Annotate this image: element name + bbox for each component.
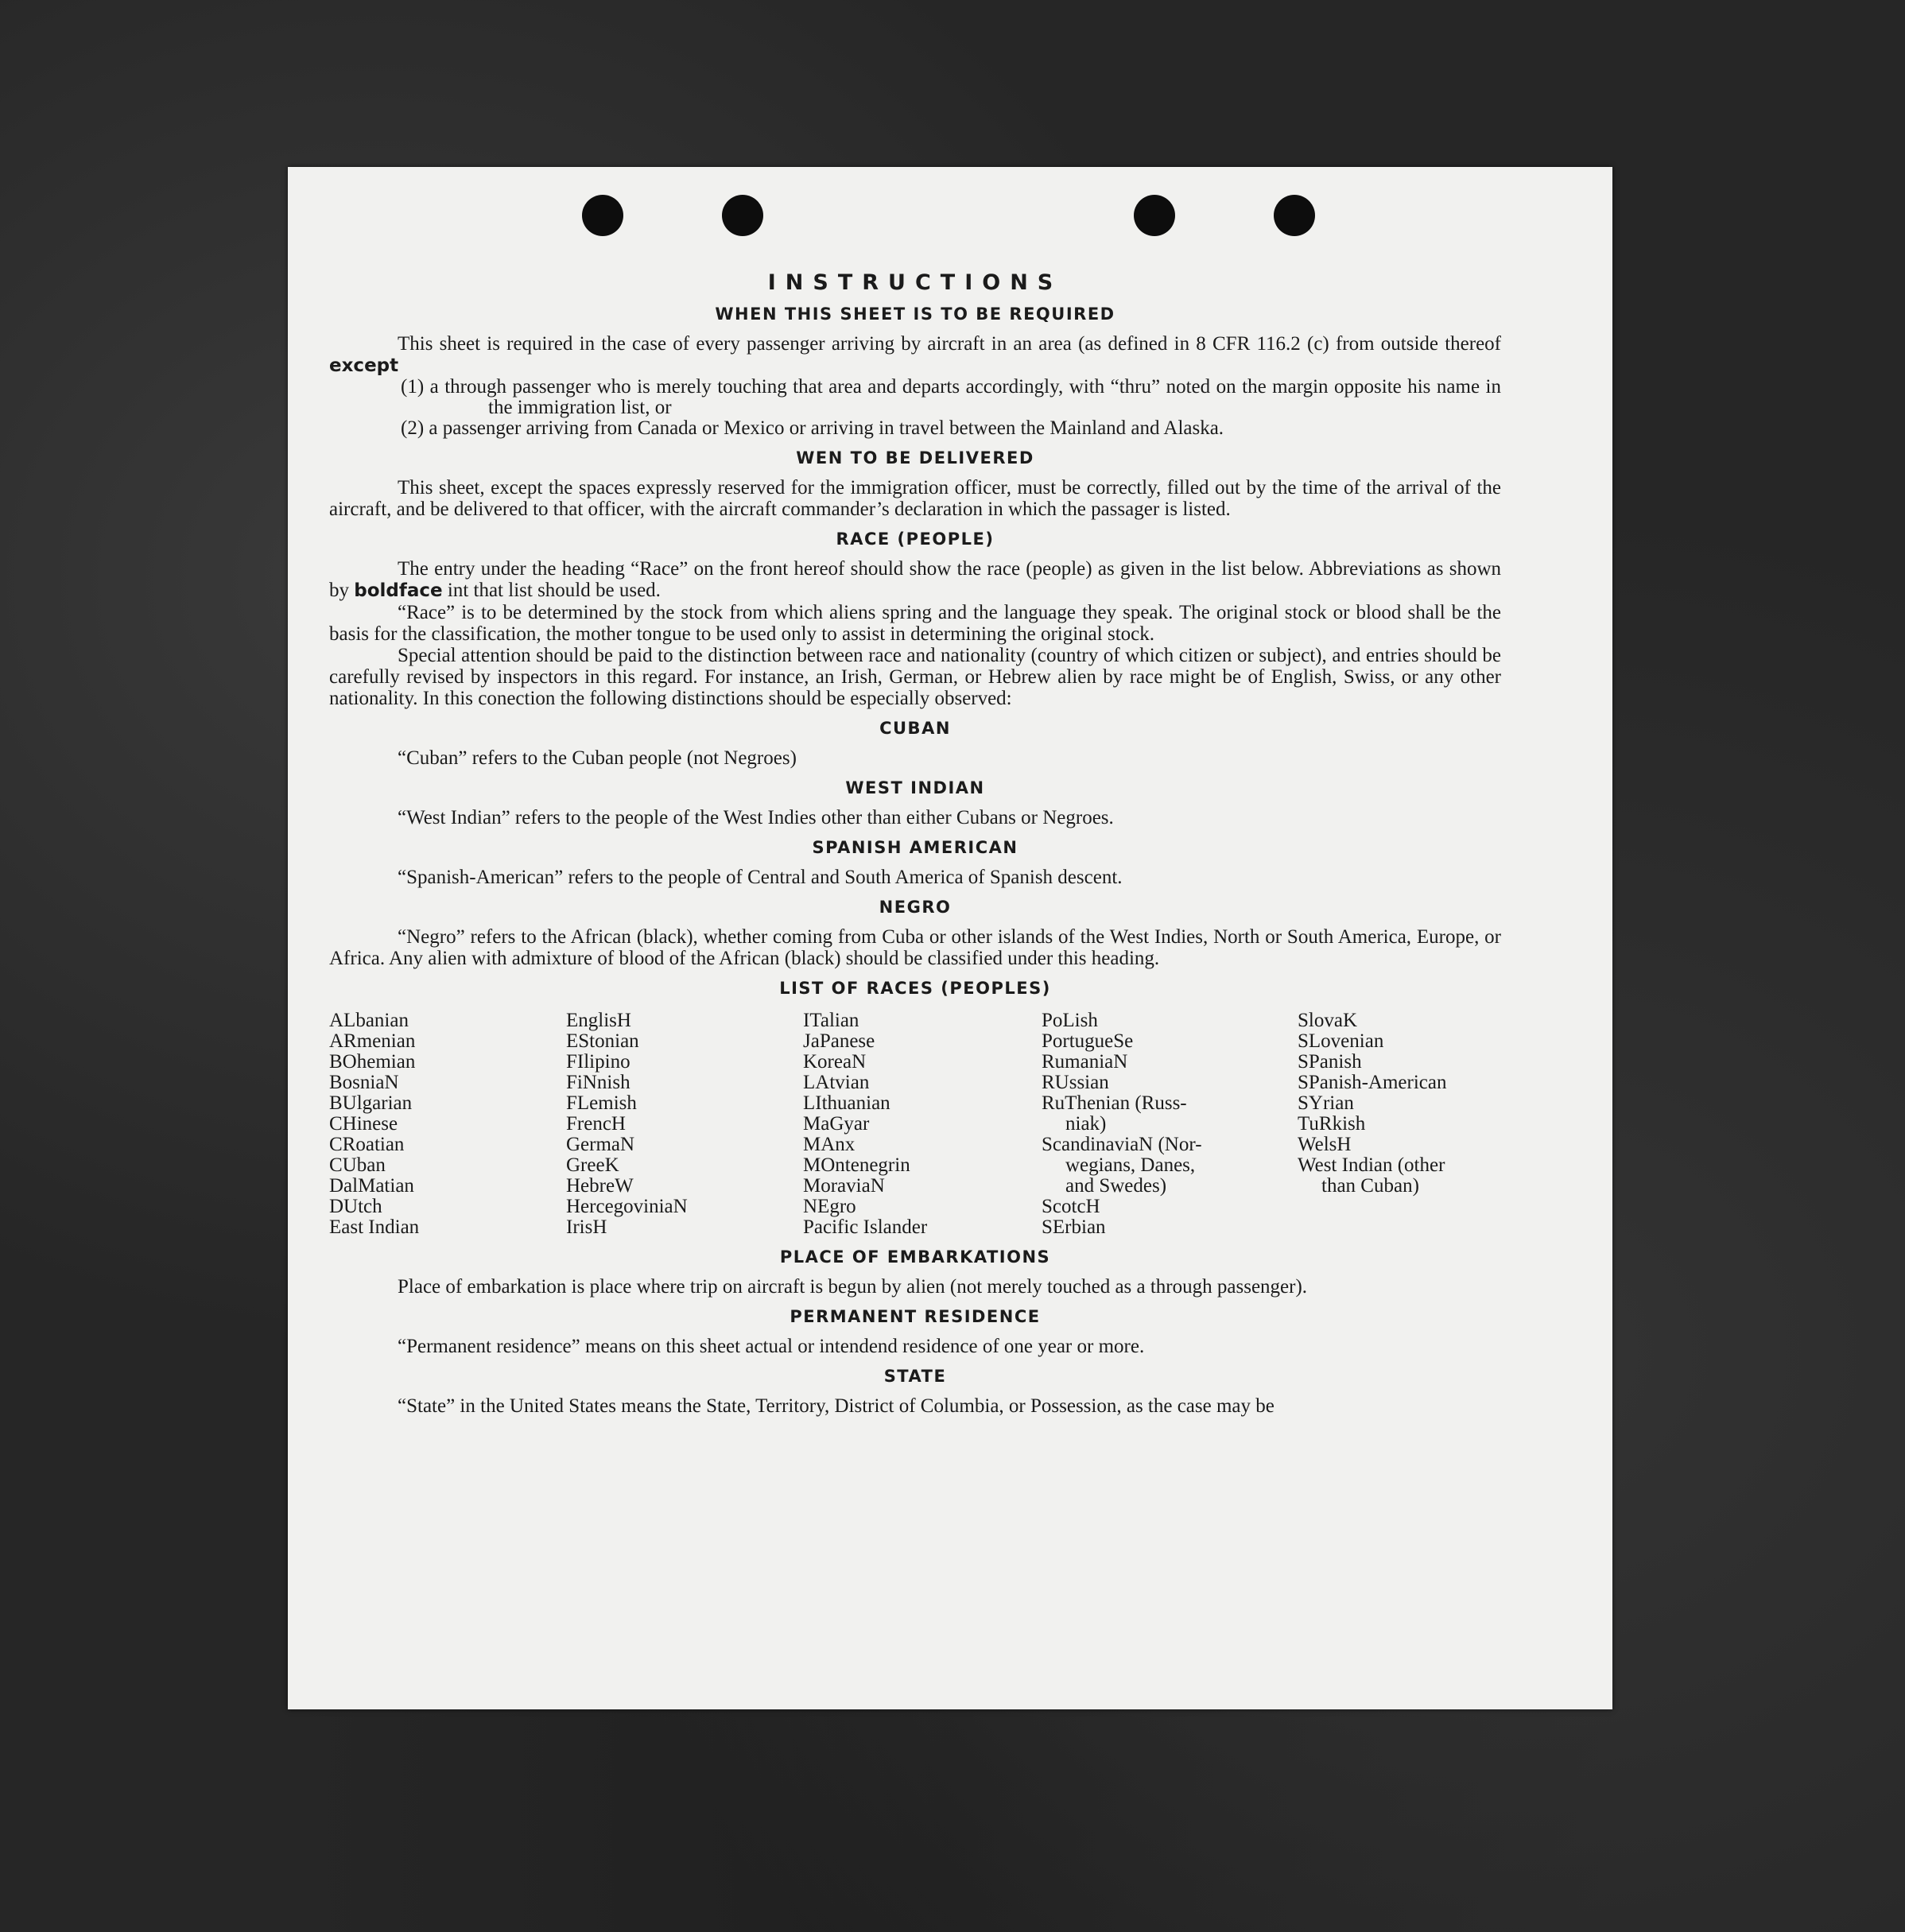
race-entry: and Swedes)	[1065, 1175, 1167, 1197]
race-entry: ScandinaviaN (Nor-	[1042, 1134, 1202, 1155]
race-entry: ARmenian	[329, 1030, 416, 1052]
race-entry: CRoatian	[329, 1134, 405, 1155]
race-entry: SPanish-American	[1298, 1072, 1447, 1093]
race-entry: CHinese	[329, 1113, 398, 1135]
race-entry: SYrian	[1298, 1092, 1354, 1114]
list-item-2: (2) a passenger arriving from Canada or Mexico or arriving in travel between the Mainland and Alaska.	[401, 417, 1224, 439]
race-entry: FIlipino	[566, 1051, 630, 1073]
race-entry: SLovenian	[1298, 1030, 1384, 1052]
paragraph-when-delivered: This sheet, except the spaces expressly reserved for the immigration officer, must be correctly, filled out by the time of the arrival of the aircraft, and be delivered to that officer, with the aircraft commander’s declaration in which the passager is listed.	[329, 477, 1501, 520]
race-entry: KoreaN	[803, 1051, 867, 1073]
race-entry: RuThenian (Russ-	[1042, 1092, 1187, 1114]
race-entry: MaGyar	[803, 1113, 870, 1135]
heading-residence: PERMANENT RESIDENCE	[790, 1307, 1041, 1326]
paragraph-negro: “Negro” refers to the African (black), whether coming from Cuba or other islands of the West Indies, North or South America, Europe, or Africa. Any alien with admixture of blood of the African (black) should be classified under this heading.	[329, 926, 1501, 969]
paragraph-embarkation: Place of embarkation is place where trip on aircraft is begun by alien (not merely touched as a through passenger).	[398, 1276, 1308, 1298]
paragraph-west-indian: “West Indian” refers to the people of the West Indies other than either Cubans or Negroes.	[398, 807, 1114, 828]
race-entry: HebreW	[566, 1175, 634, 1197]
heading-cuban: CUBAN	[879, 719, 951, 738]
race-entry: MAnx	[803, 1134, 856, 1155]
paragraph-race-2: “Race” is to be determined by the stock from which aliens spring and the language they speak. The original stock or blood shall be the basis for the classification, the mother tongue to be used only to assist in determining the original stock.	[329, 602, 1501, 645]
race-entry: BosniaN	[329, 1072, 399, 1093]
race-entry: ITalian	[803, 1010, 859, 1031]
paragraph-spanish-american: “Spanish-American” refers to the people of Central and South America of Spanish descent.	[398, 867, 1123, 888]
race-entry: than Cuban)	[1321, 1175, 1419, 1197]
race-entry: TuRkish	[1298, 1113, 1366, 1135]
heading-negro: NEGRO	[879, 898, 952, 917]
race-column	[1298, 1011, 1501, 1238]
paragraph-text: This sheet is required in the case of every passenger arriving by aircraft in an area (as defined in 8 CFR 116.2 (c) from outside thereof	[398, 333, 1501, 355]
race-entry: PoLish	[1042, 1010, 1098, 1031]
race-entry: SErbian	[1042, 1216, 1106, 1238]
punch-hole	[722, 195, 763, 236]
race-entry: EStonian	[566, 1030, 639, 1052]
race-column	[566, 1011, 803, 1238]
race-entry: NEgro	[803, 1196, 856, 1217]
heading-race: RACE (PEOPLE)	[836, 530, 995, 549]
race-entry: niak)	[1065, 1113, 1107, 1135]
bold-text: boldface	[354, 580, 443, 601]
race-column	[1042, 1011, 1298, 1238]
race-entry: DalMatian	[329, 1175, 414, 1197]
race-entry: LAtvian	[803, 1072, 870, 1093]
race-entry: BOhemian	[329, 1051, 416, 1073]
document-title: INSTRUCTIONS	[767, 270, 1063, 295]
bold-text: except	[329, 355, 399, 376]
race-entry: JaPanese	[803, 1030, 875, 1052]
race-entry: SPanish	[1298, 1051, 1362, 1073]
paragraph-race-3: Special attention should be paid to the distinction between race and nationality (country of which citizen or subject), and entries should be carefully revised by inspectors in this regard. For instance, an Irish, German, or Hebrew alien by race might be of English, Swiss, or any other nationality. In this conection the following distinctions should be especially observed:	[329, 645, 1501, 709]
punch-hole	[1134, 195, 1175, 236]
race-entry: DUtch	[329, 1196, 382, 1217]
heading-spanish-american: SPANISH AMERICAN	[812, 838, 1018, 857]
heading-when-delivered: WEN TO BE DELIVERED	[796, 448, 1034, 467]
race-list	[329, 1011, 1501, 1238]
race-entry: RUssian	[1042, 1072, 1109, 1093]
paragraph-residence: “Permanent residence” means on this sheet actual or intendend residence of one year or more.	[398, 1336, 1145, 1357]
paragraph-state: “State” in the United States means the State, Territory, District of Columbia, or Possession, as the case may be	[398, 1395, 1275, 1417]
race-entry: MOntenegrin	[803, 1154, 910, 1176]
heading-west-indian: WEST INDIAN	[845, 778, 985, 797]
race-entry: MoraviaN	[803, 1175, 885, 1197]
race-entry: CUban	[329, 1154, 386, 1176]
race-entry: BUlgarian	[329, 1092, 413, 1114]
race-entry: EnglisH	[566, 1010, 631, 1031]
paragraph-text: The entry under the heading “Race” on the front hereof should show the race (people) as given in the list below. Abbreviations as shown by	[329, 558, 1501, 601]
heading-state: STATE	[883, 1367, 947, 1386]
list-item-1: (1) a through passenger who is merely touching that area and departs accordingly, with “thru” noted on the margin opposite his name in the immigration list, or	[401, 376, 1501, 418]
heading-list-of-races: LIST OF RACES (PEOPLES)	[779, 979, 1051, 998]
heading-embarkation: PLACE OF EMBARKATIONS	[779, 1247, 1051, 1267]
race-entry: wegians, Danes,	[1065, 1154, 1196, 1176]
race-entry: ALbanian	[329, 1010, 409, 1031]
race-entry: SlovaK	[1298, 1010, 1357, 1031]
race-entry: Pacific Islander	[803, 1216, 928, 1238]
race-entry: FLemish	[566, 1092, 637, 1114]
race-entry: GermaN	[566, 1134, 635, 1155]
punch-hole	[582, 195, 623, 236]
race-entry: IrisH	[566, 1216, 607, 1238]
race-entry: LIthuanian	[803, 1092, 890, 1114]
race-entry: FiNnish	[566, 1072, 630, 1093]
race-entry: RumaniaN	[1042, 1051, 1128, 1073]
race-entry: WelsH	[1298, 1134, 1352, 1155]
race-entry: ScotcH	[1042, 1196, 1100, 1217]
race-entry: East Indian	[329, 1216, 420, 1238]
race-entry: PortugueSe	[1042, 1030, 1134, 1052]
document-sheet	[288, 167, 1612, 1709]
document-body	[329, 270, 1501, 1417]
race-column	[329, 1011, 566, 1238]
race-entry: West Indian (other	[1298, 1154, 1445, 1176]
punch-hole	[1274, 195, 1315, 236]
race-entry: GreeK	[566, 1154, 619, 1176]
paragraph-cuban: “Cuban” refers to the Cuban people (not Negroes)	[398, 747, 797, 769]
race-entry: HercegoviniaN	[566, 1196, 688, 1217]
paragraph-race-1	[329, 558, 1501, 602]
paragraph-when-required	[329, 333, 1501, 377]
heading-when-required: WHEN THIS SHEET IS TO BE REQUIRED	[715, 305, 1115, 324]
race-entry: FrencH	[566, 1113, 626, 1135]
race-column	[803, 1011, 1042, 1238]
paragraph-text: int that list should be used.	[447, 580, 661, 601]
